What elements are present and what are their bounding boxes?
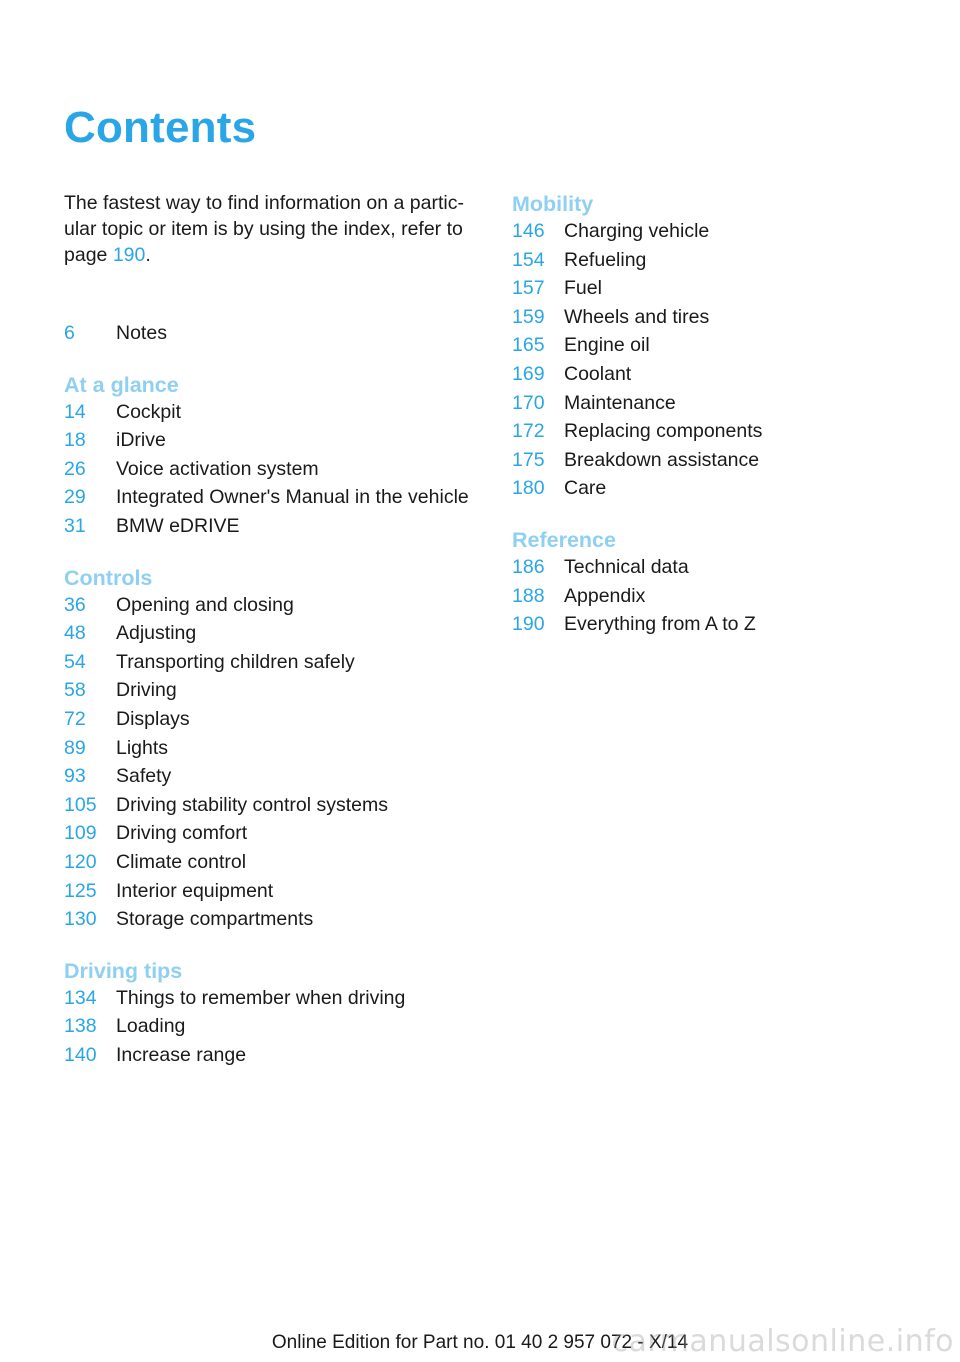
- section-title: Driving tips: [64, 958, 183, 983]
- entry-label: Things to remember when driving: [116, 986, 406, 1009]
- toc-entry-integrated-owner-s-manual-in-the-vehicle[interactable]: [64, 483, 484, 512]
- page-number-link[interactable]: 169: [512, 362, 545, 385]
- page-number-link[interactable]: 134: [64, 986, 97, 1009]
- toc-entry-storage-compartments[interactable]: [64, 905, 484, 934]
- entry-label: Opening and closing: [116, 593, 294, 616]
- entry-label: Safety: [116, 765, 172, 788]
- page-number-link[interactable]: 93: [64, 765, 86, 788]
- section-title: Reference: [512, 527, 616, 552]
- entry-label: Integrated Owner's Manual in the vehicle: [116, 486, 469, 509]
- entry-label: Fuel: [564, 277, 602, 300]
- page-number-link[interactable]: 146: [512, 220, 545, 242]
- toc-entry-things-to-remember-when-driving[interactable]: [64, 984, 484, 1013]
- entry-label: Driving comfort: [116, 822, 248, 845]
- toc-entry-driving-comfort[interactable]: [64, 819, 484, 848]
- page-number-link[interactable]: 190: [512, 613, 545, 636]
- toc-entry-idrive[interactable]: [64, 426, 484, 455]
- page-number-link[interactable]: 89: [64, 736, 86, 759]
- page-number-link[interactable]: 120: [64, 850, 97, 873]
- entry-label: Lights: [116, 736, 169, 759]
- toc-entry-interior-equipment[interactable]: [64, 877, 484, 906]
- toc-section-mobility: [512, 191, 932, 503]
- page-number-link[interactable]: 165: [512, 334, 545, 357]
- toc-entry-lights[interactable]: [64, 734, 484, 763]
- entry-label: Driving stability control systems: [116, 793, 388, 816]
- toc-section-driving-tips: [64, 958, 484, 1070]
- entry-label: Displays: [116, 707, 190, 730]
- page-number-link[interactable]: 159: [512, 305, 545, 328]
- toc-entry-displays[interactable]: [64, 705, 484, 734]
- toc-entry-driving-stability-control-systems[interactable]: [64, 791, 484, 820]
- toc-left-column: [64, 319, 484, 1093]
- entry-label: iDrive: [116, 429, 166, 452]
- toc-entry-appendix[interactable]: [512, 582, 932, 611]
- toc-entry-loading[interactable]: [64, 1012, 484, 1041]
- toc-entry-replacing-components[interactable]: [512, 417, 932, 446]
- page-number-link[interactable]: 72: [64, 707, 86, 730]
- entry-label: Climate control: [116, 850, 247, 873]
- entry-label: Charging vehicle: [564, 220, 710, 242]
- toc-entry-opening-and-closing[interactable]: [64, 591, 484, 620]
- page-number-link[interactable]: 186: [512, 555, 545, 578]
- toc-entry-fuel[interactable]: [512, 274, 932, 303]
- page-number-link[interactable]: 140: [64, 1043, 97, 1066]
- entry-label: Driving: [116, 679, 177, 702]
- entry-label: Engine oil: [564, 334, 650, 357]
- toc-entry-wheels-and-tires[interactable]: [512, 303, 932, 332]
- entry-label: Voice activation system: [116, 457, 319, 480]
- entry-label: Coolant: [564, 362, 632, 385]
- watermark: carmanualsonline.info: [611, 1324, 954, 1359]
- entry-label: Technical data: [564, 555, 689, 578]
- entry-label: Storage compartments: [116, 908, 314, 931]
- toc-entry-engine-oil[interactable]: [512, 331, 932, 360]
- page-number-link[interactable]: 172: [512, 420, 545, 443]
- toc-section-reference: [512, 527, 932, 639]
- page-number-link[interactable]: 130: [64, 908, 97, 931]
- intro-text: [64, 190, 482, 268]
- entry-label: Loading: [116, 1015, 186, 1038]
- entry-label: Appendix: [564, 584, 646, 607]
- page-number-link[interactable]: 188: [512, 584, 545, 607]
- footer: [0, 1330, 960, 1356]
- page-number-link[interactable]: 105: [64, 793, 97, 816]
- entry-label: Notes: [116, 322, 167, 344]
- toc-section-controls: [64, 565, 484, 934]
- entry-label: Everything from A to Z: [564, 613, 756, 636]
- toc-entry-safety[interactable]: [64, 762, 484, 791]
- entry-label: Transporting children safely: [116, 650, 355, 673]
- toc-right-column: [512, 191, 932, 663]
- toc-entry-technical-data[interactable]: [512, 553, 932, 582]
- page-number-link[interactable]: 154: [512, 248, 545, 271]
- toc-entry-refueling[interactable]: [512, 246, 932, 275]
- page-number-link[interactable]: 138: [64, 1015, 97, 1038]
- page-number-link[interactable]: 58: [64, 679, 86, 702]
- entry-label: BMW eDRIVE: [116, 514, 240, 537]
- toc-entry-everything-from-a-to-z[interactable]: [512, 610, 932, 639]
- section-title: Mobility: [512, 192, 594, 216]
- toc-section-at-a-glance: [64, 372, 484, 541]
- page-number-link[interactable]: 54: [64, 650, 86, 673]
- footer-part-number: Online Edition for Part no. 01 40 2 957 072 - X/14: [271, 1332, 689, 1353]
- page-number-link[interactable]: 36: [64, 593, 86, 616]
- entry-label: Adjusting: [116, 622, 197, 645]
- page-number-link[interactable]: 31: [64, 514, 86, 537]
- entry-label: Care: [564, 477, 607, 500]
- toc-entry-voice-activation-system[interactable]: [64, 455, 484, 484]
- entry-label: Replacing components: [564, 420, 763, 443]
- toc-entry-coolant[interactable]: [512, 360, 932, 389]
- entry-label: Breakdown assistance: [564, 448, 760, 471]
- intro-end: .: [145, 244, 151, 266]
- page-number-link[interactable]: 170: [512, 391, 545, 414]
- page-number-link[interactable]: 29: [64, 486, 86, 509]
- entry-label: Refueling: [564, 248, 647, 271]
- page-number-link[interactable]: 125: [64, 879, 97, 902]
- toc-entry-notes[interactable]: [64, 319, 484, 348]
- toc-entry-breakdown-assistance[interactable]: [512, 446, 932, 475]
- entry-label: Maintenance: [564, 391, 676, 414]
- toc-entry-cockpit[interactable]: [64, 398, 484, 427]
- toc-entry-adjusting[interactable]: [64, 619, 484, 648]
- toc-entry-transporting-children-safely[interactable]: [64, 648, 484, 677]
- page-number-link[interactable]: 14: [64, 400, 86, 423]
- toc-entry-bmw-edrive[interactable]: [64, 512, 484, 541]
- page-number-link[interactable]: 48: [64, 622, 86, 645]
- intro-body: The fastest way to find information on a particular topic or item is by using the index, refer to page: [64, 192, 464, 266]
- page-number-link[interactable]: 180: [512, 477, 545, 500]
- section-title: Controls: [64, 565, 153, 590]
- page-number-link[interactable]: 6: [64, 322, 75, 344]
- toc-entry-charging-vehicle[interactable]: [512, 217, 932, 246]
- entry-label: Cockpit: [116, 400, 182, 423]
- index-page-link[interactable]: 190: [112, 244, 146, 266]
- toc-entry-driving[interactable]: [64, 676, 484, 705]
- page-number-link[interactable]: 157: [512, 277, 545, 300]
- entry-label: Increase range: [116, 1043, 247, 1066]
- page-title: Contents: [64, 103, 257, 152]
- section-title: At a glance: [64, 372, 179, 397]
- page-number-link[interactable]: 175: [512, 448, 545, 471]
- page-number-link[interactable]: 109: [64, 822, 97, 845]
- toc-entry-care[interactable]: [512, 474, 932, 503]
- page-number-link[interactable]: 26: [64, 457, 86, 480]
- entry-label: Wheels and tires: [564, 305, 710, 328]
- toc-section-intro: [64, 319, 484, 348]
- toc-entry-increase-range[interactable]: [64, 1041, 484, 1070]
- entry-label: Interior equipment: [116, 879, 274, 902]
- toc-entry-climate-control[interactable]: [64, 848, 484, 877]
- toc-entry-maintenance[interactable]: [512, 389, 932, 418]
- page-number-link[interactable]: 18: [64, 429, 86, 452]
